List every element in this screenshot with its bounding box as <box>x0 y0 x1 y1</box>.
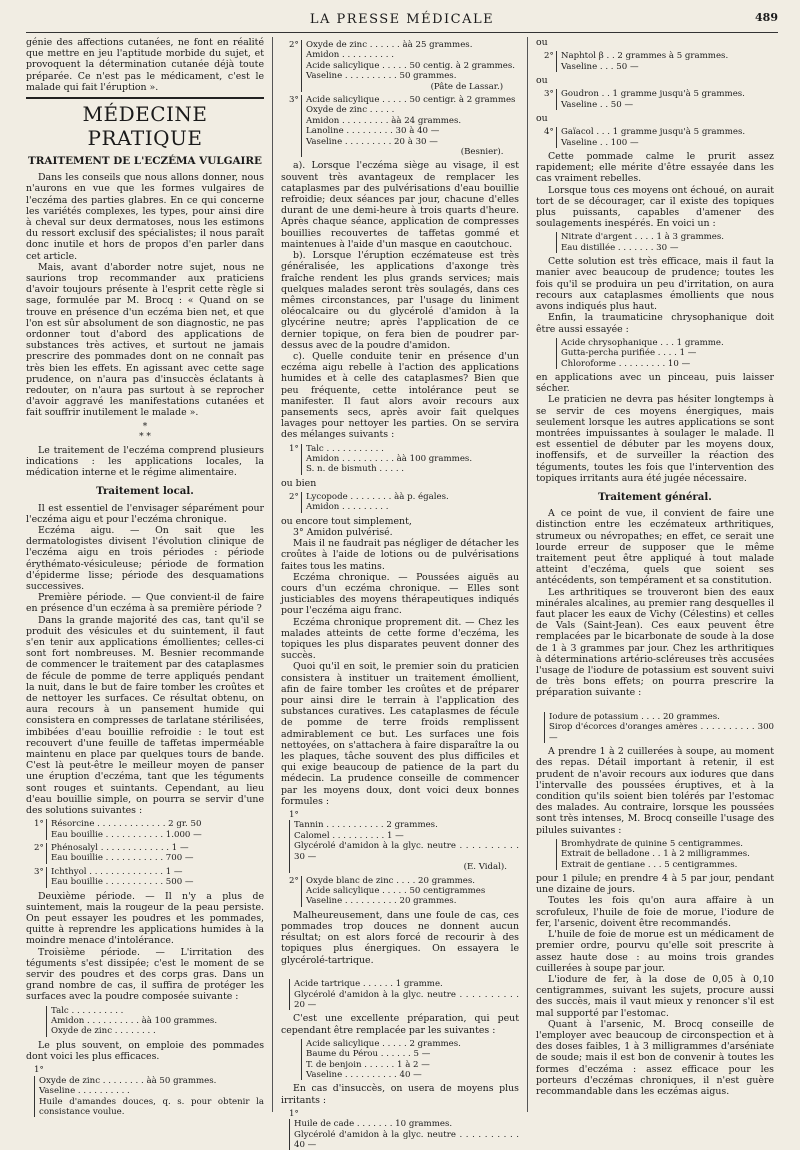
prescription-line: Chloroforme . . . . . . . . . 10 — <box>561 358 691 369</box>
paragraph: c). Quelle conduite tenir en présence d'un eczéma aigu rebelle à l'action des applications humides et à celle des cataplasmes? Bien que peu fréquente, cette intolérance peut se manifester. Il faut alors avoir recours aux pansements secs, après avoir fait quelques lavages pour nettoyer les parties. On se servira des mélanges suivants : <box>281 350 519 441</box>
prescription-line: Eau distillée . . . . . . . 30 — <box>561 242 679 253</box>
subsection-title-local: Traitement local. <box>96 485 194 498</box>
paragraph: Malheureusement, dans une foule de cas, ces pommades trop douces ne donnent aucun résultat; on est alors forcé de recourir à des topiques plus énergiques. On essayera le glycérolé-tartrique. <box>281 909 519 966</box>
prescription-line: Vaseline . . 100 — <box>561 137 639 148</box>
prescription-line: Vaseline . . . . . . . . . . 40 — <box>306 1069 422 1080</box>
prescription-line: Oxyde de zinc . . . . . . . . àà 50 grammes. <box>39 1075 217 1086</box>
prescription-line: Eau bouillie . . . . . . . . . . . 500 — <box>51 877 194 888</box>
paragraph: Deuxième période. — Il n'y a plus de suintement, mais la rougeur de la peau persiste. On peut essayer les poudres et les pommades, quitte à reprendre les applications humides à la moindre menace d'intolérance. <box>26 890 264 947</box>
column-1 <box>26 37 273 1117</box>
prescription: 1° Oxyde de zinc . . . . . . . . àà 50 grammes. Vaseline . . . . . . . . . . Huile d'amandes douces, q. s. pour obtenir la consistance voulue. <box>34 1065 264 1117</box>
section-separator: * * * <box>139 421 151 442</box>
paragraph: C'est une excellente préparation, qui peut cependant être remplacée par les suivantes : <box>281 1013 519 1036</box>
paragraph: a). Lorsque l'eczéma siège au visage, il est souvent très avantageux de remplacer les cataplasmes par des pulvérisations d'eau bouillie refroidie; deux séances par jour, chacune d'elles durant de une demi-heure à trois quarts d'heure. Après chaque séance, application de compresses bouillies recouvertes de taffetas gommé et maintenues à l'aide d'un masque en caoutchouc. <box>281 160 519 250</box>
prescription-line: Oxyde de zinc . . . . . . . . <box>51 1026 156 1037</box>
prescription-line: Amidon . . . . . . . . . . àà 100 grammes. <box>51 1016 218 1027</box>
prescription-line: T. de benjoin . . . . . . 1 à 2 — <box>306 1059 430 1070</box>
prescription-line: Acide salicylique . . . . . 2 grammes. <box>306 1038 461 1049</box>
paragraph: b). Lorsque l'éruption eczémateuse est très généralisée, les applications d'axonge très fraîche rendent les plus grands services; mais quelques malades seront très soulagés, dans ces mêmes circonstances, par l'usage du liniment oléocalcaire ou du glycérolé d'amidon à la glycérine neutre; après l'application de ce dernier topique, on fera bien de poudrer par-dessus avec de la poudre d'amidon. <box>281 250 519 351</box>
prescription-source: (E. Vidal). <box>463 862 507 873</box>
prescription-source: (Besnier). <box>460 147 504 158</box>
prescription: 1° Talc . . . . . . . . . . . Amidon . . . . . . . . . . àà 100 grammes. S. n. de bismuth . . . . . <box>289 443 473 475</box>
prescription: 3° Acide salicylique . . . . . 50 centigr. à 2 grammes Oxyde de zinc . . . . . Amidon . . . . . . . . . àà 24 grammes. Lanoline . . . . . . . . . 30 à 40 — Vaseline . . . . . . . . . 20 à 30 — (Besnier). <box>289 95 516 158</box>
prescription-line: Acide salicylique . . . . . 50 centigr. à 2 grammes <box>306 95 516 106</box>
article-title: TRAITEMENT DE L'ECZÉMA VULGAIRE <box>28 155 262 168</box>
paragraph: Eczéma aigu. — On sait que les dermatologistes divisent l'évolution clinique de l'eczéma aigu en trois périodes : période érythémato-vésiculeuse; période de formation d'épiderme lisse; période des desquamations successives. <box>26 524 264 592</box>
prescription-line: Amidon . . . . . . . . . . àà 100 grammes. <box>306 453 473 464</box>
prescription: 2° Naphtol β . . 2 grammes à 5 grammes. Vaseline . . . 50 — <box>544 51 729 72</box>
prescription-source: (Pâte de Lassar.) <box>430 81 504 92</box>
column-3 <box>528 37 774 1112</box>
prescription-line: Eau bouillie . . . . . . . . . . . 700 — <box>51 853 194 864</box>
prescription-line: Acide salicylique . . . . . 50 centig. à 2 grammes. <box>306 60 516 71</box>
prescription: 2° Oxyde blanc de zinc . . . . 20 grammes. Acide salicylique . . . . . 50 centigrammes Vaseline . . . . . . . . . . 20 grammes. <box>289 875 486 907</box>
prescription-line: Ichthyol . . . . . . . . . . . . . . 1 — <box>51 866 183 877</box>
paragraph: A prendre 1 à 2 cuillerées à soupe, au moment des repas. Détail important à retenir, il est prudent de n'avoir recours aux iodures que dans l'intervalle des poussées éruptives, et à la condition qu'ils soient bien tolérés par l'estomac des malades. Au contraire, lorsque les poussées sont très intenses, M. Brocq conseille l'usage des pilules suivantes : <box>536 746 774 836</box>
prescription-line: Vaseline . . . . . . . . . 20 à 30 — <box>306 136 438 147</box>
prescription: 1° Huile de cade . . . . . . . 10 grammes. Glycérolé d'amidon à la glyc. neutre . . . . . . . . . . 40 — <box>289 1108 519 1150</box>
prescription-line: Lanoline . . . . . . . . . 30 à 40 — <box>306 126 440 137</box>
prescription <box>544 338 774 369</box>
prescription-line: Amidon . . . . . . . . . . <box>306 50 394 61</box>
paragraph: Les arthritiques se trouveront bien des eaux minérales alcalines, au premier rang desquelles il faut placer les eaux de Vichy (Célestins) et celles de Vals (Saint-Jean). Ces eaux peuvent être remplacées par le bicarbonate de soude à la dose de 1 à 3 grammes par jour. Chez les arthritiques à déterminations artério-scléreuses très accusées l'usage de l'iodure de potassium est souvent suivi de très bons effets; on pourra prescrire la préparation suivante : <box>536 586 774 699</box>
paragraph: Enfin, la traumaticine chrysophanique doit être aussi essayée : <box>536 312 774 335</box>
prescription: 2° Oxyde de zinc . . . . . . àà 25 grammes. Amidon . . . . . . . . . . Acide salicylique . . . . . 50 centig. à 2 grammes. Vaseline . . . . . . . . . . 50 grammes. (Pâte de Lassar.) <box>289 40 516 92</box>
prescription <box>289 969 519 1011</box>
section-title: MÉDECINE PRATIQUE <box>82 102 208 151</box>
prescription-line: Gaïacol . . . 1 gramme jusqu'à 5 grammes. <box>561 127 746 138</box>
paragraph: Première période. — Que convient-il de faire en présence d'un eczéma à sa première période ? <box>26 592 264 615</box>
prescription-line: Goudron . . 1 gramme jusqu'à 5 grammes. <box>561 89 745 100</box>
paragraph: ou <box>536 37 548 48</box>
prescription-line: Oxyde de zinc . . . . . . àà 25 grammes. <box>306 40 473 50</box>
prescription-line: Vaseline . . . . . . . . . . 20 grammes. <box>306 896 457 907</box>
prescription <box>544 702 774 744</box>
paragraph: Quoi qu'il en soit, le premier soin du praticien consistera à instituer un traitement émollient, afin de faire tomber les croûtes et de préparer pour ainsi dire le terrain à l'application des substances curatives. Les cataplasmes de fécule de pomme de terre froids remplissent admirablement ce but. Les surfaces une fois nettoyées, on s'attachera à faire disparaître la ou les plaques, tâche souvent des plus difficiles et qui exige beaucoup de patience de la part du médecin. La prudence conseille de commencer par les moyens doux, dont voici deux bonnes formules : <box>281 661 519 807</box>
paragraph: Troisième période. — L'irritation des téguments s'est dissipée; c'est le moment de se servir des poudres et des corps gras. Dans un grand nombre de cas, il suffira de protéger les surfaces avec la poudre composée suivante : <box>26 946 264 1003</box>
prescription-line: Amidon . . . . . . . . . àà 24 grammes. <box>306 115 462 126</box>
paragraph: L'huile de foie de morue est un médicament de premier ordre, pourvu qu'elle soit prescrite à assez haute dose : au moins trois grandes cuillerées à soupe par jour. <box>536 929 774 974</box>
paragraph: En cas d'insuccès, on usera de moyens plus irritants : <box>281 1083 519 1106</box>
page-number: 489 <box>755 11 778 24</box>
prescription-line: Nitrate d'argent . . . . 1 à 3 grammes. <box>561 232 724 243</box>
prescription <box>544 232 774 253</box>
paragraph: Eczéma chronique proprement dit. — Chez les malades atteints de cette forme d'eczéma, les topiques les plus disparates peuvent donner des succès. <box>281 616 519 662</box>
column-2 <box>273 37 528 1150</box>
section-rule <box>26 97 264 99</box>
prescription-line: Lycopode . . . . . . . . àà p. égales. <box>306 491 449 502</box>
prescription-line: Oxyde blanc de zinc . . . . 20 grammes. <box>306 875 475 886</box>
paragraph: Le plus souvent, on emploie des pommades dont voici les plus efficaces. <box>26 1039 264 1063</box>
intro-paragraph: génie des affections cutanées, ne font en réalité que mettre en jeu l'aptitude morbide du sujet, et provoquent la détermination cutanée déjà toute préparée. Ce n'est pas le médicament, c'est le malade qui fait l'éruption ». <box>26 37 264 93</box>
paragraph: Eczéma chronique. — Poussées aiguës au cours d'un eczéma chronique. — Elles sont justiciables des moyens thérapeutiques indiqués pour l'eczéma aigu franc. <box>281 571 519 617</box>
paragraph: Dans la grande majorité des cas, tant qu'il se produit des vésicules et du suintement, il faut s'en tenir aux applications émollientes; celles-ci sont fort nombreuses. M. Besnier recommande de commencer le traitement par des cataplasmes de fécule de pomme de terre appliqués pendant la nuit, dans le but de faire tomber les croûtes et de nettoyer les surfaces. Ce résultat obtenu, on aura recours à un pansement humide qui consistera en compresses de tarlatane stérilisées, imbibées d'eau bouillie refroidie : le tout est recouvert d'une feuille de taffetas imperméable maintenu en place par quelques tours de bande. C'est là peut-être le meilleur moyen de panser une éruption d'eczéma, tant que les téguments sont rouges et suintants. Cependant, au lieu d'eau bouillie simple, on pourra se servir d'une des solutions suivantes : <box>26 614 264 816</box>
prescription-line: Bromhydrate de quinine 5 centigrammes. <box>561 838 743 849</box>
paragraph: ou bien <box>281 477 317 489</box>
prescription-line: Talc . . . . . . . . . . <box>51 1005 124 1016</box>
prescription-line: Acide chrysophanique . . . 1 gramme. <box>561 337 724 348</box>
prescription-line: Glycérolé d'amidon à la glyc. neutre . . . . . . . . . . 20 — <box>294 989 519 1010</box>
prescription-line: Tannin . . . . . . . . . . . 2 grammes. <box>294 820 438 831</box>
prescription-line: Gutta-percha purifiée . . . . 1 — <box>561 348 697 359</box>
paragraph: Lorsque tous ces moyens ont échoué, on aurait tort de se décourager, car il existe des topiques plus puissants, capables d'amener des soulagements inespérés. En voici un : <box>536 184 774 230</box>
paragraph: Toutes les fois qu'on aura affaire à un scrofuleux, l'huile de foie de morue, l'iodure de fer, l'arsenic, doivent être recommandés. <box>536 895 774 929</box>
prescription: 4° Gaïacol . . . 1 gramme jusqu'à 5 grammes. Vaseline . . 100 — <box>544 127 746 148</box>
paragraph: Mais il ne faudrait pas négliger de détacher les croûtes à l'aide de lotions ou de pulvérisations faites tous les matins. <box>281 538 519 572</box>
prescription: 1° Tannin . . . . . . . . . . . 2 grammes. Calomel . . . . . . . . . . 1 — Glycérolé d'amidon à la glyc. neutre . . . . . . . . . . 30 — (E. Vidal). <box>289 810 519 873</box>
prescription-line: Vaseline . . 50 — <box>561 99 634 110</box>
paragraph: Quant à l'arsenic, M. Brocq conseille de l'employer avec beaucoup de circonspection et à des doses faibles, 1 à 3 milligrammes d'arséniate de soude; mais il est bon de convenir à toutes les formes d'eczéma : assez efficace pour les porteurs d'eczémas chroniques, il n'est guère recommandable dans les eczémas aigus. <box>536 1018 774 1097</box>
paragraph: pour 1 pilule; en prendre 4 à 5 par jour, pendant une dizaine de jours. <box>536 873 774 896</box>
paragraph: en applications avec un pinceau, puis laisser sécher. <box>536 371 774 395</box>
prescription: 1° Résorcine . . . . . . . . . . . . . 2 gr. 50 Eau bouillie . . . . . . . . . . . 1.000 — <box>34 819 202 840</box>
paragraph: Cette solution est très efficace, mais il faut la manier avec beaucoup de prudence; toutes les fois qu'il se produira un peu d'irritation, on aura recours aux cataplasmes émollients que nous avons indiqués plus haut. <box>536 256 774 313</box>
prescription-line: Talc . . . . . . . . . . . <box>306 443 384 454</box>
paragraph: Cette pommade calme le prurit assez rapidement; elle mérite d'être essayée dans les cas vraiment rebelles. <box>536 151 774 185</box>
paragraph: Le traitement de l'eczéma comprend plusieurs indications : les applications locales, la médication interne et le régime alimentaire. <box>26 444 264 479</box>
paragraph: L'iodure de fer, à la dose de 0,05 à 0,10 centigrammes, suivant les sujets, procure aussi des succès, mais il vaut mieux y renoncer s'il est mal supporté par l'estomac. <box>536 973 774 1019</box>
paragraph: Mais, avant d'aborder notre sujet, nous ne saurions trop recommander aux praticiens d'avoir toujours présente à l'esprit cette règle si sage, formulée par M. Brocq : « Quand on se trouve en présence d'un eczéma bien net, et que l'on est sûr absolument de son diagnostic, ne pas ordonner tout d'abord des applications de substances très actives, et surtout ne jamais prescrire des pommades dont on ne connaît pas très bien les effets. En agissant avec cette sage prudence, on n'aura pas d'insuccès éclatants à redouter, on n'aura pas surtout à se reprocher d'avoir aggravé les manifestations cutanées et fait souffrir inutilement le malade ». <box>26 261 264 419</box>
prescription-line: Phénosalyl . . . . . . . . . . . . . 1 — <box>51 843 189 853</box>
paragraph: Il est essentiel de l'envisager séparément pour l'eczéma aigu et pour l'eczéma chronique. <box>26 502 264 525</box>
paragraph: 3° Amidon pulvérisé. <box>293 526 393 538</box>
prescription <box>544 839 774 870</box>
paragraph: ou <box>536 75 548 87</box>
prescription-line: S. n. de bismuth . . . . . <box>306 464 405 475</box>
prescription-line: Huile d'amandes douces, q. s. pour obtenir la consistance voulue. <box>39 1096 264 1117</box>
prescription-line: Acide tartrique . . . . . . 1 gramme. <box>294 979 443 990</box>
prescription-line: Baume du Pérou . . . . . . 5 — <box>306 1049 431 1060</box>
journal-title: LA PRESSE MÉDICALE <box>309 12 495 27</box>
prescription: 3° Goudron . . 1 gramme jusqu'à 5 grammes. Vaseline . . 50 — <box>544 89 745 110</box>
prescription-line: Calomel . . . . . . . . . . 1 — <box>294 830 404 841</box>
prescription-line: Iodure de potassium . . . . 20 grammes. <box>549 712 720 723</box>
prescription <box>289 1039 519 1081</box>
paragraph: Le praticien ne devra pas hésiter longtemps à se servir de ces moyens énergiques, mais seulement lorsque les autres applications se sont montrées impuissantes à soulager le malade. Il est essentiel de débuter par les moyens doux, inoffensifs, et de surveiller la réaction des téguments, toutes les fois que l'intervention des topiques irritants aura été jugée nécessaire. <box>536 394 774 484</box>
prescription-line: Glycérolé d'amidon à la glyc. neutre . . . . . . . . . . 40 — <box>294 1129 519 1150</box>
subsection-title-general: Traitement général. <box>598 490 712 503</box>
prescription: 2° Phénosalyl . . . . . . . . . . . . . 1 — Eau bouillie . . . . . . . . . . . 700 — <box>34 843 194 864</box>
prescription-line: Sirop d'écorces d'oranges amères . . . . . . . . . . 300 — <box>549 722 774 743</box>
prescription-line: Oxyde de zinc . . . . . <box>306 105 395 116</box>
prescription-line: Vaseline . . . . . . . . . . <box>39 1086 130 1097</box>
prescription: 2° Lycopode . . . . . . . . àà p. égales. Amidon . . . . . . . . . <box>289 491 449 513</box>
paragraph: ou encore tout simplement, <box>281 515 412 527</box>
prescription-line: Acide salicylique . . . . . 50 centigrammes <box>306 885 486 896</box>
paragraph: ou <box>536 113 548 125</box>
prescription-line: Glycérolé d'amidon à la glyc. neutre . . . . . . . . . . 30 — <box>294 841 519 862</box>
prescription-line: Eau bouillie . . . . . . . . . . . 1.000 — <box>51 829 202 840</box>
prescription-line: Extrait de belladone . . 1 à 2 milligrammes. <box>561 849 750 860</box>
prescription-line: Naphtol β . . 2 grammes à 5 grammes. <box>561 51 729 62</box>
paragraph: Dans les conseils que nous allons donner, nous n'aurons en vue que les formes vulgaires de l'eczéma des parties glabres. En ce qui concerne les variétés complexes, les types, pour ainsi dire à cheval sur deux dermatoses, nous les estimons du ressort exclusif des spécialistes; il nous paraît donc inutile et hors de propos d'en parler dans cet article. <box>26 172 264 262</box>
page-header <box>26 8 778 33</box>
prescription-line: Vaseline . . . . . . . . . . 50 grammes. <box>306 71 457 82</box>
prescription-line: Extrait de gentiane . . . 5 centigrammes. <box>561 859 738 870</box>
prescription-line: Huile de cade . . . . . . . 10 grammes. <box>294 1119 453 1130</box>
prescription-line: Vaseline . . . 50 — <box>561 61 639 72</box>
columns <box>26 37 778 1150</box>
prescription-line: Résorcine . . . . . . . . . . . . . 2 gr. 50 <box>51 819 202 830</box>
prescription: 3° Ichthyol . . . . . . . . . . . . . . 1 — Eau bouillie . . . . . . . . . . . 500 — <box>34 866 194 888</box>
paragraph: A ce point de vue, il convient de faire une distinction entre les eczémateux arthritiques, strumeux ou névropathes; en effet, ce serait une lourde erreur de supposer que le même traitement peut être appliqué à tout malade atteint d'eczéma, quels que soient ses antécédents, son tempérament et sa constitution. <box>536 508 774 587</box>
prescription <box>34 1006 264 1037</box>
prescription-line: Amidon . . . . . . . . . <box>306 502 389 513</box>
